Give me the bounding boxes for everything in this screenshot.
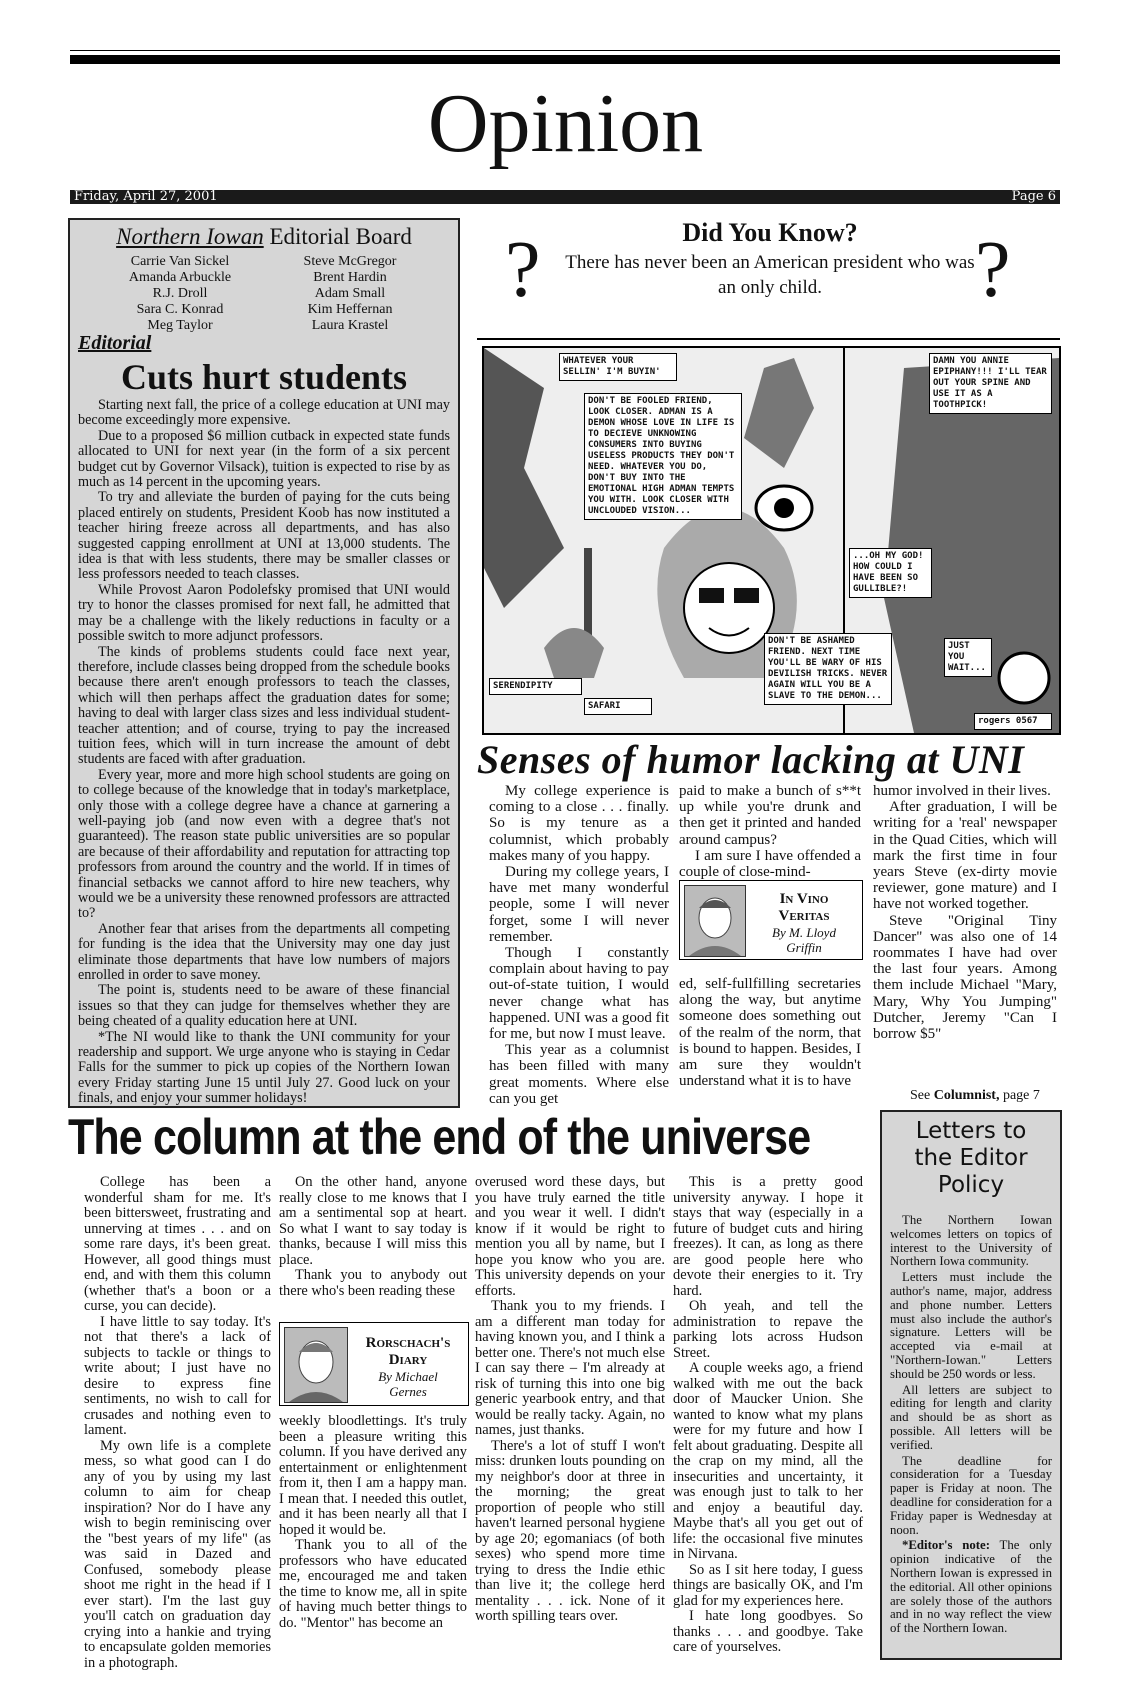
cartoon-face	[684, 563, 774, 653]
author-line1: By Michael	[378, 1369, 438, 1384]
paragraph: Though I constantly complain about having to pay out-of-state tuition, I would never change what has happened. UNI was a good fit for me, but now I must leave.	[489, 945, 669, 1043]
letters-policy-box	[880, 1110, 1062, 1660]
paragraph: I have little to say today. It's not that there's a lack of subjects to tackle or things to write about; I just have no desire to express fine sentiments, no wish to call for crusades and nothing even to lament.	[84, 1313, 271, 1438]
speech-bubble: WHATEVER YOUR SELLIN' I'M BUYIN'	[559, 353, 677, 381]
board-members-left	[90, 254, 270, 334]
paragraph: The point is, students need to be aware of these financial issues so that they can judge for themselves whether they are being cheated of a quality education here at UNI.	[78, 982, 450, 1030]
continued-jump[interactable]	[910, 1088, 1040, 1104]
paragraph: This is a pretty good university anyway. I hope it stays that way (especially in a future of budget cuts and hiring freezes). It can, as long as there are good people here who devote their energies to it. Try hard.	[673, 1174, 863, 1299]
paragraph: Due to a proposed $6 million cutback in expected state funds allocated to UNI for next year (in the form of a six percent budget cut by Governor Vilsack), tuition is expected to rise by as much as 14 percent in the upcoming years.	[78, 427, 450, 491]
see-bold: Columnist,	[933, 1088, 1000, 1103]
column-name-line2: Diary	[388, 1352, 428, 1368]
column2-col-c	[475, 1175, 665, 1625]
byline-text	[748, 891, 860, 955]
paragraph: I am sure I have offended a couple of close-mind-	[679, 847, 861, 881]
paper-name: Northern Iowan	[116, 224, 264, 249]
paragraph: Thank you to all of the professors who have educated me, encouraged me and taken the time to know me, all in spite of having much better things to do. "Mentor" has become an	[279, 1537, 467, 1631]
column-name-line1: In Vino	[779, 891, 829, 907]
board-member: Meg Taylor	[147, 318, 213, 333]
column1-col-b-top	[679, 783, 861, 880]
board-member: Carrie Van Sickel	[130, 254, 230, 269]
paragraph: My college experience is coming to a close . . . finally. So is my tenure as a columnist, which probably makes many of you happy.	[489, 783, 669, 864]
speech-bubble: DON'T BE ASHAMED FRIEND. NEXT TIME YOU'LL BE WARY OF HIS DEVILISH TRICKS. NEVER AGAIN WILL YOU BE A SLAVE TO THE DEMON...	[764, 633, 892, 705]
paragraph: paid to make a bunch of s**t up while you're drunk and then get it printed and handed around campus?	[679, 783, 861, 848]
paragraph: The Northern Iowan welcomes letters on topics of interest to the University of Northern Iowa community.	[890, 1213, 1052, 1269]
editorial-board-title	[70, 224, 458, 250]
paragraph: College has been a wonderful sham for me. It's been bittersweet, frustrating and unnerving at times . . . and on some rare days, it's been great. However, all good things must end, and with them this column (whether that's a boon or a curse, you can decide).	[84, 1174, 271, 1314]
paragraph: Oh yeah, and tell the administration to repave the parking lots across Hudson Street.	[673, 1298, 863, 1361]
paragraph: Thank you to anybody out there who's been reading these	[279, 1267, 467, 1299]
author-line2: Gernes	[389, 1384, 427, 1399]
editors-note-label: *Editor's note:	[902, 1538, 990, 1553]
column1-byline-box	[679, 880, 863, 960]
paragraph: My own life is a complete mess, so what good can I do any of you by using my last column to aim for cheap inspiration? Nor do I have any wish to begin reminiscing over the "best years of my life" (as was said in Dazed and Confused, somebody please shoot me right in the head if I ever start). I'm the last guy you'll catch on graduation day crying into a hankie and trying to encapsulate golden memories in a photograph.	[84, 1437, 271, 1671]
see-prefix: See	[910, 1088, 934, 1103]
letters-title-line3: Policy	[937, 1172, 1005, 1198]
paragraph: weekly bloodlettings. It's truly been a pleasure writing this column. If you have derived any entertainment or enlightenment from it, then I am a happy man. I mean that. I needed this outlet, and it has been nearly all that I hoped it would be.	[279, 1413, 467, 1538]
board-members-right	[260, 254, 440, 334]
paragraph: There's a lot of stuff I won't miss: drunken louts pounding on my neighbor's door at three in the morning; the great proportion of people who still haven't learned personal hygiene by age 20; egomaniacs (of both sexes) who spend more time trying to dress the Indie ethic than live it; the college herd mentality . . . ick. None of it worth spilling tears over.	[475, 1437, 665, 1624]
speech-bubble: DON'T BE FOOLED FRIEND, LOOK CLOSER. ADMAN IS A DEMON WHOSE LOVE IN LIFE IS TO DECIEVE UNKNOWING CONSUMERS INTO BUYING USELESS PRODUCTS THEY DON'T NEED. WHATEVER YOU DO, DON'T BUY INTO THE EMOTIONAL HIGH ADMAN TEMPTS YOU WITH. LOOK CLOSER WITH UNCLOUDED VISION...	[584, 393, 742, 520]
board-member: Kim Heffernan	[307, 302, 393, 317]
column-name-line2: Veritas	[778, 908, 830, 924]
cartoon-circle	[999, 653, 1049, 703]
cartoon-sunglasses-right	[734, 588, 759, 603]
letters-title-line2: the Editor	[914, 1145, 1028, 1171]
editorial-body	[78, 398, 450, 1107]
column-name-line1: Rorschach's	[365, 1335, 451, 1351]
top-rule	[70, 55, 1060, 64]
column2-col-d	[673, 1175, 863, 1656]
board-member: Amanda Arbuckle	[128, 270, 232, 285]
column2-col-b-bottom	[279, 1414, 467, 1631]
letters-body	[890, 1214, 1052, 1638]
column2-col-a	[84, 1175, 271, 1671]
paragraph: To try and alleviate the burden of paying for the cuts being placed entirely on students, President Koob has now instituted a teacher hiring freeze across all departments, and has also suggested capping enrollment at UNI at 13,000 students. The idea is that with less students, there may be smaller classes or less professors needed to teach classes.	[78, 489, 450, 583]
letters-title-line1: Letters to	[915, 1118, 1027, 1144]
board-member: Steve McGregor	[303, 254, 397, 269]
cartoon-pupil	[774, 498, 794, 518]
cartoon-banner: SERENDIPITY	[489, 678, 582, 695]
editorial-cartoon	[482, 346, 1061, 735]
paragraph: While Provost Aaron Podolefsky promised that UNI would try to honor the classes promised for next fall, he admitted that may be a challenge with the likely reductions in faculty or a possible switch to more adjunct professors.	[78, 581, 450, 645]
paragraph: Starting next fall, the price of a college education at UNI may become exceedingly more expensive.	[78, 397, 450, 429]
letters-title	[882, 1118, 1060, 1199]
editorial-headline: Cuts hurt students	[120, 357, 408, 397]
board-member: Adam Small	[314, 286, 386, 301]
cartoon-credit: rogers 0567	[974, 713, 1052, 730]
top-thin-rule	[70, 50, 1060, 51]
see-suffix: page 7	[999, 1088, 1040, 1103]
author-headshot	[685, 886, 745, 956]
editors-note-text: The only opinion indicative of the Northern Iowan is expressed in the editorial. All other opinions are solely those of the authors and in no way reflect the view of the Northern Iowan.	[890, 1538, 1052, 1636]
speech-bubble: DAMN YOU ANNIE EPIPHANY!!! I'LL TEAR OUT YOUR SPINE AND USE IT AS A TOOTHPICK!	[929, 353, 1052, 414]
paragraph: overused word these days, but you have truly earned the title and you wear it well. I didn't know if it would be right to mention you all by name, but I hope you know who you are. This university depends on your efforts.	[475, 1174, 665, 1299]
paragraph: Every year, more and more high school students are going on to college because of the knowledge that in today's marketplace, only those with a college degree have a chance at garnering a well-paying job (and now even with a degree that's not guaranteed). The reason state public universities are so popular are because of their affordability and reputation for attracting top professors from around the country and the world. If in times of financial setbacks we cannot afford to hire new teachers, why would we be a university these renowned professors are attracted to?	[78, 766, 450, 922]
author-headshot	[285, 1328, 347, 1402]
column1-col-c	[873, 783, 1057, 1042]
board-title-rest: Editorial Board	[263, 224, 412, 249]
cartoon-sunglasses-left	[699, 588, 724, 603]
paragraph: Steve "Original Tiny Dancer" was also one of 14 roommates I have had over the last four years. Among them include Michael "Mary, Mary, Why You Jumping" Dutcher, Jeremy "Can I borrow $5"	[873, 912, 1057, 1043]
column2-col-b-top	[279, 1175, 467, 1299]
page-number: Page 6	[1011, 189, 1056, 204]
cartoon-top-rule	[477, 338, 1060, 340]
speech-bubble: JUST YOU WAIT...	[944, 638, 992, 677]
dateline-bar	[70, 190, 1060, 204]
paragraph: After graduation, I will be writing for a 'real' newspaper in the Quad Cities, which will mark the first time in four years Steve (ex-dirty movie reviewer, gone mature) and I have not worked together.	[873, 799, 1057, 913]
byline-text	[350, 1335, 466, 1399]
board-member: Sara C. Konrad	[136, 302, 224, 317]
board-member: Brent Hardin	[313, 270, 387, 285]
paragraph: So as I sit here today, I guess things are basically OK, and I'm glad for my experiences here.	[673, 1561, 863, 1609]
paragraph: Thank you to my friends. I am a different man today for having known you, and I think a better one. There's not much else I can say there – I'm already at risk of turning this into one big generic yearbook entry, and that would be really tacky. Again, no names, just thanks.	[475, 1298, 665, 1438]
paragraph: On the other hand, anyone really close to me knows that I am a sentimental sop at heart. So what I want to say today is thanks, because I will miss this place.	[279, 1174, 467, 1268]
editors-note	[890, 1539, 1052, 1636]
paragraph: A couple weeks ago, a friend walked with me out the back door of Maucker Union. She wanted to know what my plans were for my future and how I felt about graduating. Despite all the crap on my mind, all the insecurities and uncertainty, it was enough just to talk to her and enjoy a beautiful day. Maybe that's all you get out of life: the occasional five minutes in Nirvana.	[673, 1360, 863, 1562]
question-mark-right: ?	[975, 226, 1011, 314]
speech-bubble: ...OH MY GOD! HOW COULD I HAVE BEEN SO GULLIBLE?!	[849, 548, 932, 598]
section-title: Opinion	[427, 77, 704, 170]
question-mark-left: ?	[505, 226, 541, 314]
paragraph: The kinds of problems students could face next year, therefore, include classes being dropped from the schedule books because there aren't enough professors to teach the classes, which will then perhaps affect the graduation dates for some; having to deal with larger class sizes and less individual student-teacher attention; and of course, trying to pay the increased tuition fees, which will in turn increase the amount of debt students are faced with after graduation.	[78, 643, 450, 768]
board-member: Laura Krastel	[311, 318, 389, 333]
editorial-label: Editorial	[78, 332, 152, 354]
paragraph: All letters are subject to editing for length and clarity and should be as short as possible. All letters will be verified.	[890, 1382, 1052, 1452]
paragraph: *The NI would like to thank the UNI community for your readership and support. We urge anyone who is staying in Cedar Falls for the summer to pick up copies of the Northern Iowan every Friday starting June 15 until July 27. Good luck on your finals, and enjoy your summer holidays!	[78, 1028, 450, 1107]
did-you-know-title: Did You Know?	[682, 218, 858, 247]
paragraph: ed, self-fullfilling secretaries along the way, but anytime someone does something out of the realm of the norm, that is bound to happen. Besides, I am sure they wouldn't understand what it is to have	[679, 976, 861, 1090]
author-photo	[684, 885, 746, 957]
paragraph: This year as a columnist has been filled with many great moments. Where else can you get	[489, 1042, 669, 1107]
column1-col-b-bottom	[679, 976, 861, 1089]
paragraph: Letters must include the author's name, major, address and phone number. Letters must also include the author's signature. Letters will be accepted via e-mail at "Northern-Iowan." Letters should be 250 words or less.	[890, 1270, 1052, 1381]
did-you-know-text: There has never been an American president who was an only child.	[565, 252, 975, 298]
cartoon-safari: SAFARI	[584, 698, 652, 715]
column2-headline: The column at the end of the universe	[68, 1109, 811, 1165]
editorial-box	[68, 218, 460, 1108]
author-line2: Griffin	[786, 940, 822, 955]
paragraph: I hate long goodbyes. So thanks . . . and goodbye. Take care of yourselves.	[673, 1608, 863, 1655]
board-member: R.J. Droll	[152, 286, 208, 301]
column2-byline-box	[279, 1322, 469, 1406]
issue-date: Friday, April 27, 2001	[74, 189, 218, 204]
paragraph: The deadline for consideration for a Tuesday paper is Friday at noon. The deadline for consideration for a Friday paper is Wednesday at noon.	[890, 1453, 1052, 1537]
paragraph: humor involved in their lives.	[873, 783, 1051, 799]
column1-col-a	[489, 783, 669, 1107]
column1-headline: Senses of humor lacking at UNI	[477, 737, 1025, 782]
paragraph: During my college years, I have met many wonderful people, some I will never forget, some I will never remember.	[489, 864, 669, 945]
paragraph: Another fear that arises from the departments all competing for funding is the idea that the University may one day just eliminate those departments that have low numbers of majors enrolled in order to save money.	[78, 920, 450, 984]
author-photo	[284, 1327, 348, 1403]
author-line1: By M. Lloyd	[772, 925, 836, 940]
